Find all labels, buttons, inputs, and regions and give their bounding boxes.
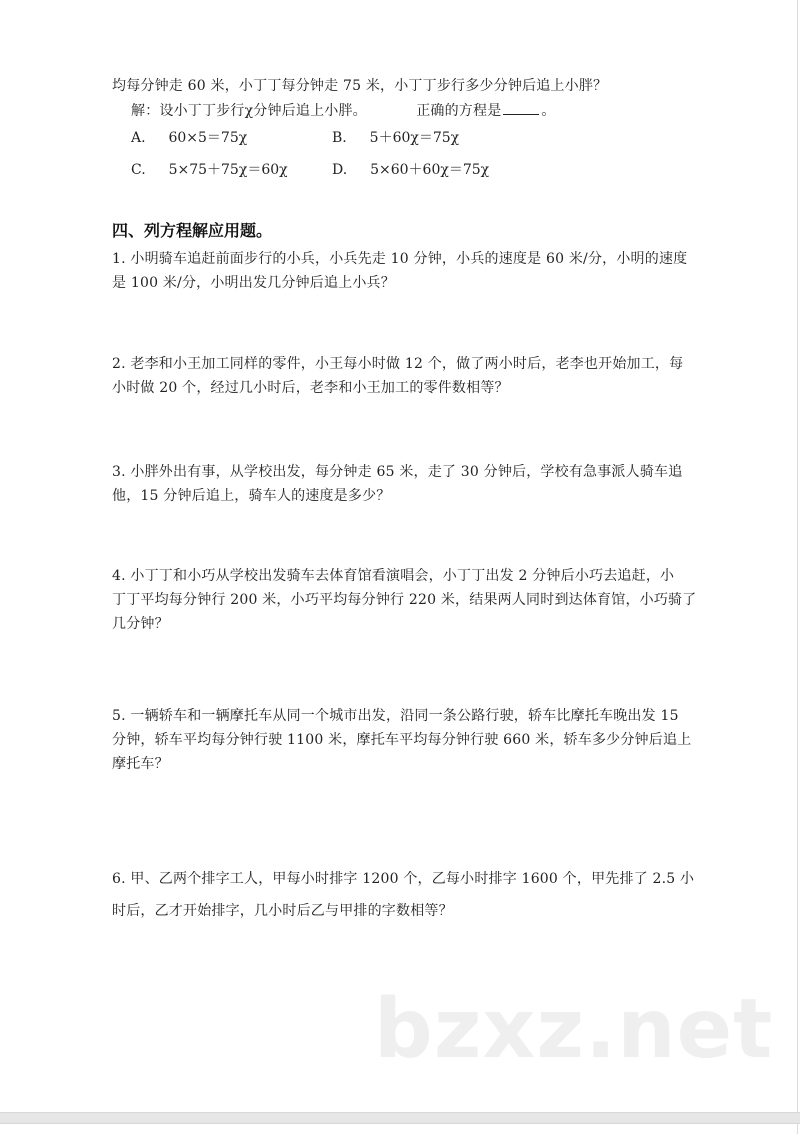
next-page-edge [0, 1124, 798, 1134]
option-a [131, 128, 247, 148]
section-heading: 四、列方程解应用题。 [112, 221, 273, 240]
problem-3-line-1: 3. 小胖外出有事，从学校出发，每分钟走 65 米，走了 30 分钟后，学校有急事派人骑车追 [112, 464, 683, 480]
problem-4-line-3: 几分钟？ [112, 616, 169, 632]
watermark: bzxz.net [374, 982, 774, 1077]
problem-3-line-2: 他，15 分钟后追上，骑车人的速度是多少？ [112, 488, 391, 504]
option-b-text: 5＋60χ＝75χ [369, 130, 460, 146]
option-a-label: A. [131, 130, 146, 146]
solution-setup: 解：设小丁丁步行χ分钟后追上小胖。 [131, 103, 367, 119]
problem-4-line-2: 丁丁平均每分钟行 200 米，小巧平均每分钟行 220 米，结果两人同时到达体育馆，小巧骑了 [112, 592, 697, 608]
option-c-label: C. [131, 162, 146, 178]
option-a-text: 60×5＝75χ [168, 130, 248, 146]
problem-6-line-2: 时后，乙才开始排字，几小时后乙与甲排的字数相等？ [112, 903, 453, 919]
problem-1-line-1: 1. 小明骑车追赶前面步行的小兵，小兵先走 10 分钟，小兵的速度是 60 米/分，小明的速度 [112, 251, 688, 267]
intro-question-line: 均每分钟走 60 米，小丁丁每分钟走 75 米，小丁丁步行多少分钟后追上小胖？ [112, 78, 608, 94]
problem-5-line-2: 分钟，轿车平均每分钟行驶 1100 米，摩托车平均每分钟行驶 660 米，轿车多少分钟后追上 [112, 732, 692, 748]
option-d-label: D. [332, 162, 348, 178]
solution-suffix: 。 [541, 103, 556, 119]
page-separator [0, 1112, 800, 1124]
option-c-text: 5×75＋75χ＝60χ [168, 162, 288, 178]
problem-6-line-1: 6. 甲、乙两个排字工人，甲每小时排字 1200 个，乙每小时排字 1600 个，甲先排了 2.5 小 [112, 871, 695, 887]
problem-5-line-1: 5. 一辆轿车和一辆摩托车从同一个城市出发，沿同一条公路行驶，轿车比摩托车晚出发 15 [112, 708, 679, 724]
option-d-text: 5×60＋60χ＝75χ [370, 162, 490, 178]
solution-line [131, 100, 556, 121]
problem-5-line-3: 摩托车？ [112, 756, 169, 772]
option-b-label: B. [332, 130, 347, 146]
option-d [332, 160, 489, 180]
solution-prompt: 正确的方程是 [416, 103, 502, 119]
answer-blank[interactable] [503, 100, 539, 115]
option-c [131, 160, 288, 180]
problem-1-line-2: 是 100 米/分，小明出发几分钟后追上小兵？ [112, 275, 395, 291]
problem-2-line-2: 小时做 20 个，经过几小时后，老李和小王加工的零件数相等？ [112, 380, 509, 396]
option-b [332, 128, 459, 148]
problem-4-line-1: 4. 小丁丁和小巧从学校出发骑车去体育馆看演唱会，小丁丁出发 2 分钟后小巧去追赶，小 [112, 568, 675, 584]
problem-2-line-1: 2. 老李和小王加工同样的零件，小王每小时做 12 个，做了两小时后，老李也开始加工，每 [112, 356, 684, 372]
